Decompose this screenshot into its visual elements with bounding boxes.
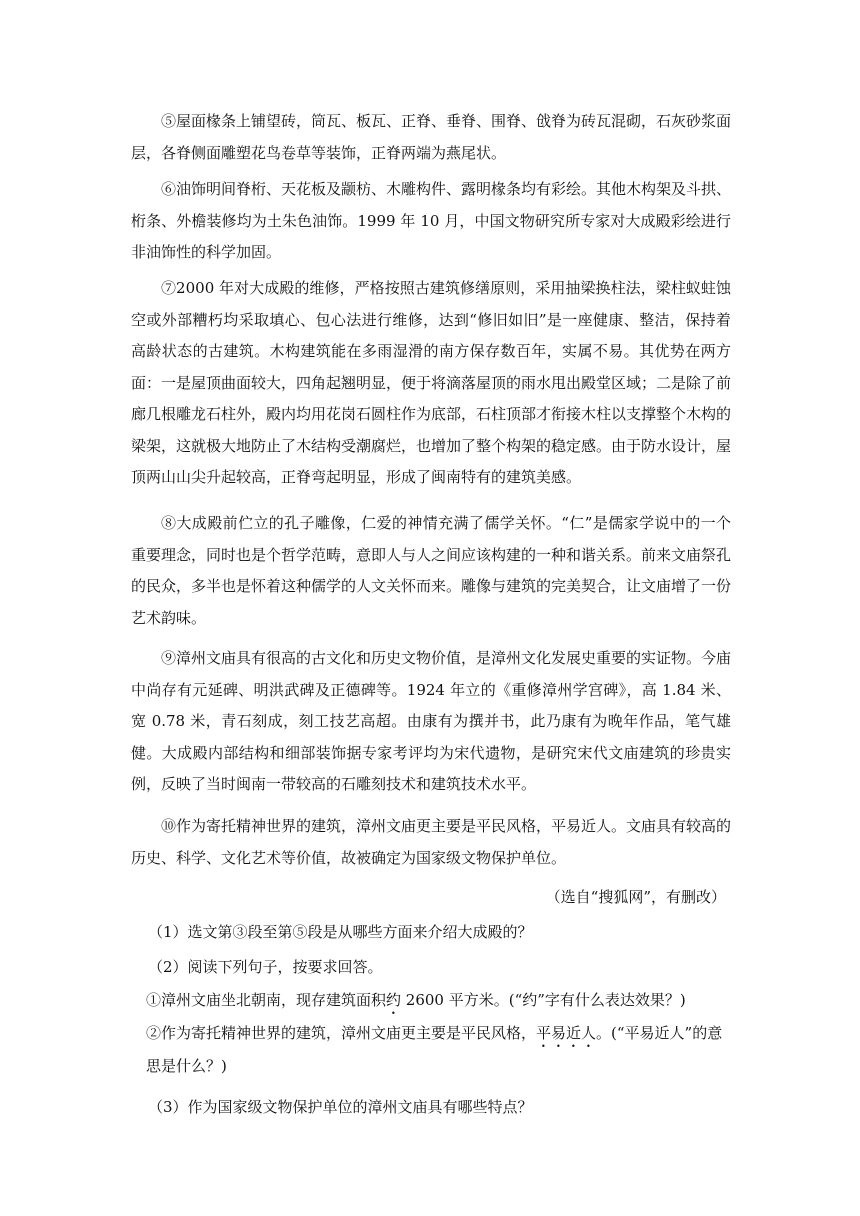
- paragraph-8: ⑧大成殿前伫立的孔子雕像，仁爱的神情充满了儒学关怀。“仁”是儒家学说中的一个重要理念，同时也是个哲学范畴，意即人与人之间应该构建的一种和谐关系。前来文庙祭孔的民众，多半也是怀着这种儒学的人文关怀而来。雕像与建筑的完美契合，让文庙增了一份艺术韵味。: [131, 514, 732, 627]
- paragraph-9: ⑨漳州文庙具有很高的古文化和历史文物价值，是漳州文化发展史重要的实证物。今庙中尚存有元延碑、明洪武碑及正德碑等。1924 年立的《重修漳州学宫碑》，高 1.84 米、宽 0.78 米，青石刻成，刻工技艺高超。由康有为撰并书，此乃康有为晚年作品，笔气雄健。大成殿内部结构和细部装饰据专家考评均为宋代遗物，是研究宋代文庙建筑的珍贵实例，反映了当时闽南一带较高的石雕刻技术和建筑技术水平。: [131, 649, 732, 793]
- paragraph-7: ⑦2000 年对大成殿的维修，严格按照古建筑修缮原则，采用抽梁换柱法，梁柱蚁蛀蚀空或外部糟朽均采取填心、包心法进行维修，达到“修旧如旧”是一座健康、整洁，保持着高龄状态的古建筑。木构建筑能在多雨湿滑的南方保存数百年，实属不易。其优势在两方面：一是屋顶曲面较大，四角起翘明显，便于将滴落屋顶的雨水甩出殿堂区域；二是除了前廊几根雕龙石柱外，殿内均用花岗石圆柱作为底部，石柱顶部才衔接木柱以支撑整个木构的梁架，这就极大地防止了木结构受潮腐烂，也增加了整个构架的稳定感。由于防水设计，屋顶两山山尖升起较高，正脊弯起明显，形成了闽南特有的建筑美感。: [131, 279, 732, 486]
- emphasized-char: 约: [386, 991, 402, 1009]
- source-citation: （选自“搜狐网”，有删改）: [545, 888, 726, 906]
- question-2-sentence-1: ①漳州文庙坐北朝南，现存建筑面积约 2600 平方米。(“约”字有什么表达效果？): [146, 991, 686, 1009]
- paragraph-6: ⑥油饰明间脊桁、天花板及颛枋、木雕构件、露明椽条均有彩绘。其他木构架及斗拱、桁条、外檐装修均为土朱色油饰。1999 年 10 月，中国文物研究所专家对大成殿彩绘进行非油饰性的科学加固。: [131, 180, 732, 261]
- paragraph-10: ⑩作为寄托精神世界的建筑，漳州文庙更主要是平民风格，平易近人。文庙具有较高的历史、科学、文化艺术等价值，故被确定为国家级文物保护单位。: [131, 817, 732, 867]
- emphasized-phrase: 平易近人: [536, 1024, 597, 1042]
- paragraph-5: ⑤屋面椽条上铺望砖，筒瓦、板瓦、正脊、垂脊、围脊、戗脊为砖瓦混砌，石灰砂浆面层，各脊侧面雕塑花鸟卷草等装饰，正脊两端为燕尾状。: [131, 112, 732, 162]
- question-2-sentence-2: ②作为寄托精神世界的建筑，漳州文庙更主要是平民风格，平易近人。(“平易近人”的意思是什么？): [146, 1024, 723, 1075]
- question-2: （2）阅读下列句子，按要求回答。: [148, 958, 383, 976]
- question-3: （3）作为国家级文物保护单位的漳州文庙具有哪些特点？: [148, 1098, 533, 1116]
- question-1: （1）选文第③段至第⑤段是从哪些方面来介绍大成殿的？: [148, 923, 533, 941]
